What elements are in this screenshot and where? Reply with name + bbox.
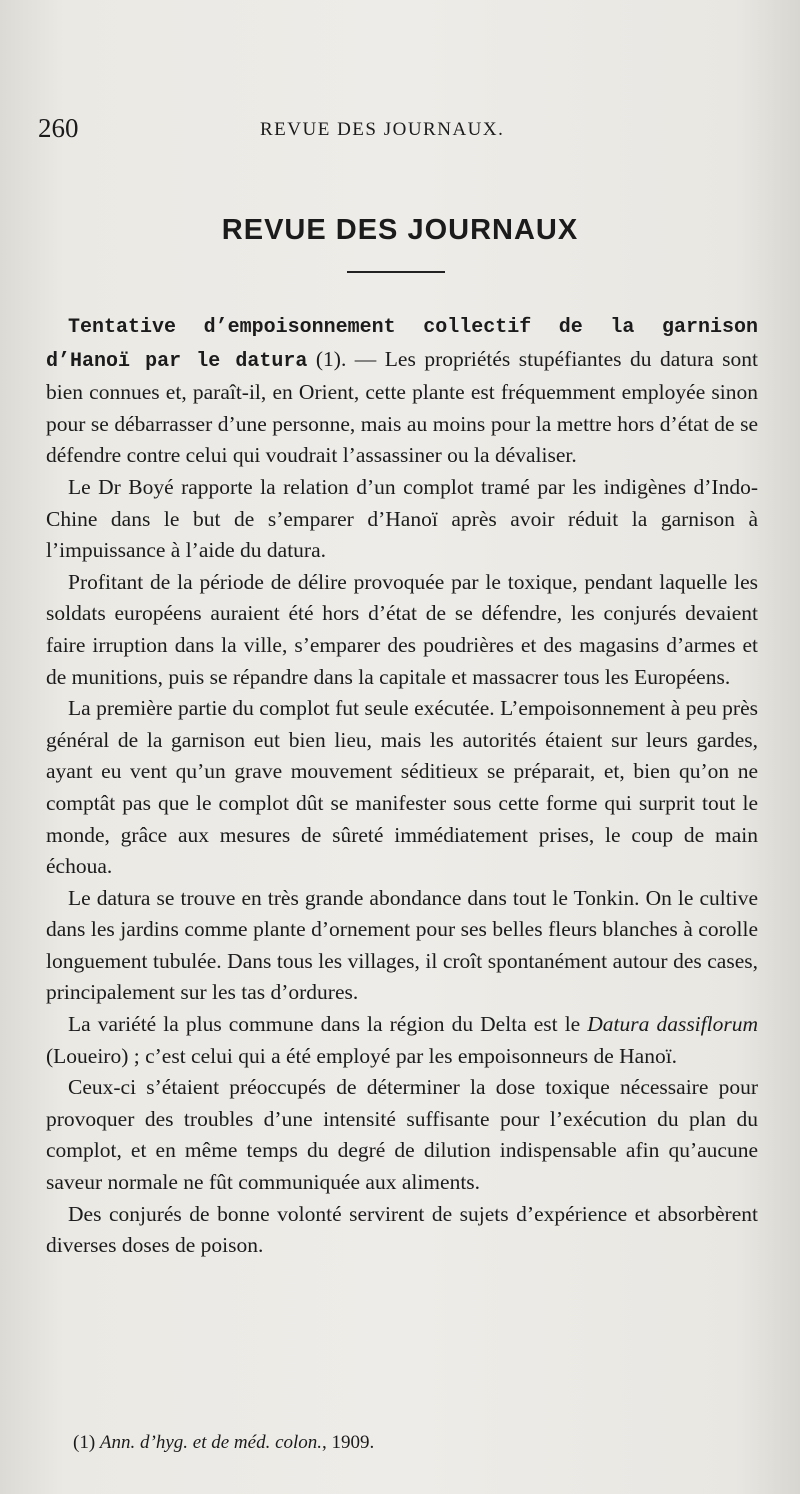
running-title: REVUE DES JOURNAUX. <box>260 119 505 140</box>
section-title: REVUE DES JOURNAUX <box>221 214 579 246</box>
footnote <box>73 1432 374 1454</box>
running-header <box>38 113 750 153</box>
species-name: Datura dassiflorum <box>587 1012 759 1037</box>
article-heading: Tentative d’empoisonnement collectif de la garnison d’Hanoï par le datura <box>46 316 758 373</box>
paragraph: Le datura se trouve en très grande abondance dans tout le Tonkin. On le cultive dans les jardins comme plante d’ornement pour ses belles fleurs blanches à corolle longuement tubulée. Dans tous les villages, il croît spontanément autour des cases, principalement sur les tas d’ordures. <box>46 885 758 1005</box>
footnote-source: Ann. d’hyg. et de méd. colon. <box>99 1432 323 1453</box>
paragraph-text: La variété la plus commune dans la région du Delta est le <box>68 1012 588 1037</box>
paragraph <box>46 1009 758 1072</box>
title-rule <box>347 271 445 273</box>
paragraph-lead <box>46 310 758 472</box>
footnote-year: , 1909. <box>322 1432 375 1453</box>
lead-text: Les propriétés stupéfiantes du datura sont bien connues et, paraît-il, en Orient, cette plante est fréquemment employée sinon pour se débarrasser d’une personne, mais au moins pour la mettre hors d’état de se défendre contre celui qui voudrait l’assassiner ou la dévaliser. <box>46 346 758 468</box>
paragraph-text: (Loueiro) ; c’est celui qui a été employé par les empoisonneurs de Hanoï. <box>46 1043 678 1068</box>
page-number: 260 <box>38 113 79 143</box>
paragraph: Profitant de la période de délire provoquée par le toxique, pendant laquelle les soldats européens auraient été hors d’état de se défendre, les conjurés devaient faire irruption dans la ville, s’emparer des poudrières et des magasins d’armes et de munitions, puis se répandre dans la capitale et massacrer tous les Européens. <box>46 569 758 689</box>
paragraph: Le Dr Boyé rapporte la relation d’un complot tramé par les indigènes d’Indo-Chine dans le but de s’emparer d’Hanoï après avoir réduit la garnison à l’impuissance à l’aide du datura. <box>46 474 758 563</box>
footnote-marker: (1) <box>73 1432 100 1453</box>
paragraph: Ceux-ci s’étaient préoccupés de déterminer la dose toxique nécessaire pour provoquer des troubles d’une intensité suffisante pour l’exécution du plan du complot, et en même temps du degré de dilution indispensable afin qu’aucune saveur normale ne fût communiquée aux aliments. <box>46 1075 758 1195</box>
footnote-ref: (1). — <box>307 346 385 371</box>
paragraph: La première partie du complot fut seule exécutée. L’empoisonnement à peu près général de la garnison eut bien lieu, mais les autorités étaient sur leurs gardes, ayant eu vent qu’un grave mouvement séditieux se préparait, et, bien qu’on ne comptât pas que le complot dût se manifester sous cette forme qui surprit tout le monde, grâce aux mesures de sûreté immédiatement prises, le coup de main échoua. <box>46 696 758 879</box>
article-body <box>46 310 758 1262</box>
paragraph: Des conjurés de bonne volonté servirent de sujets d’expérience et absorbèrent diverses doses de poison. <box>46 1201 758 1258</box>
